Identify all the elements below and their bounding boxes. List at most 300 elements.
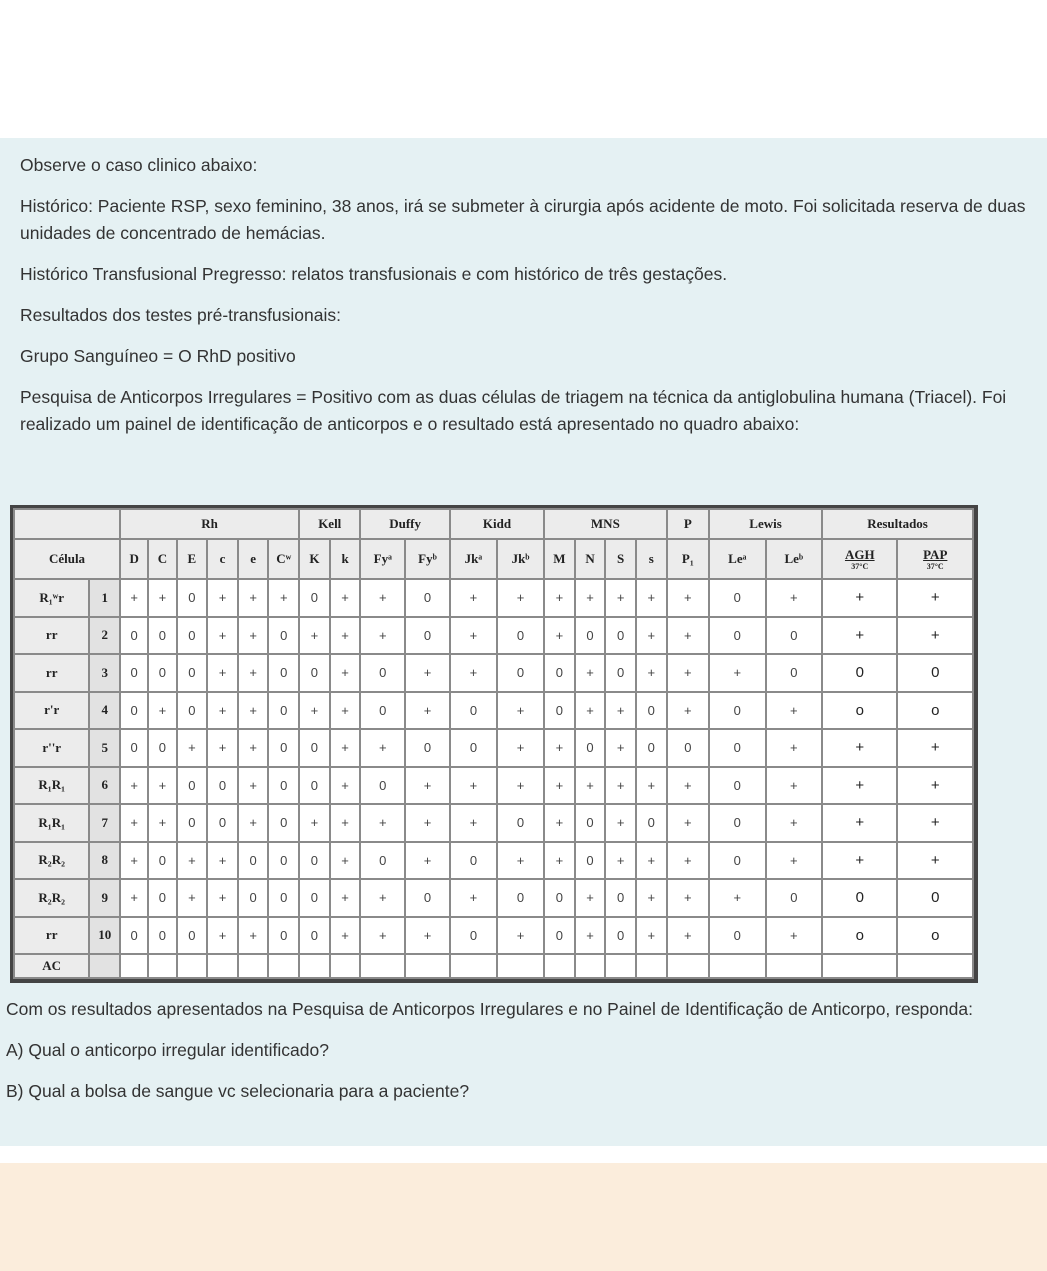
result-header-label: AGH [844,547,875,562]
cell-number: 6 [89,767,120,805]
antigen-value: + [636,654,667,692]
autocontrol-empty-cell [148,954,176,978]
antigen-value: + [120,767,148,805]
antigen-value: + [299,804,330,842]
panel-row [14,842,973,880]
antigen-value: + [575,767,606,805]
antigen-value: 0 [268,842,299,880]
antigen-value: + [766,579,823,617]
cell-phenotype: R₁R₁ [14,767,89,805]
antigen-value: 0 [450,917,497,955]
autocontrol-empty-cell [497,954,544,978]
antigen-value: 0 [766,617,823,655]
antigen-value: 0 [148,729,176,767]
antigen-value: + [605,842,636,880]
antigen-value: 0 [148,842,176,880]
pap-result: 0 [897,879,973,917]
group-p: P [667,509,709,539]
antigen-value: + [405,692,450,730]
antigen-value: 0 [497,879,544,917]
cell-number: 1 [89,579,120,617]
antigen-value: 0 [405,729,450,767]
antigen-value: 0 [268,767,299,805]
antigen-value: 0 [360,767,405,805]
antigen-value: 0 [575,617,606,655]
case-intro-line: Observe o caso clinico abaixo: [20,155,258,175]
antigen-value: 0 [709,692,766,730]
antigen-value: 0 [148,917,176,955]
antigen-value: + [207,917,238,955]
pap-result: + [897,804,973,842]
group-header-row [14,509,973,539]
antigen-value: + [575,917,606,955]
antigen-value: + [544,579,575,617]
antigen-value: 0 [497,804,544,842]
antigen-value: 0 [497,617,544,655]
result-header-label: PAP [923,547,948,562]
antigen-value: 0 [575,842,606,880]
antigen-value: 0 [636,729,667,767]
antigen-value: + [405,842,450,880]
antigen-value: 0 [148,617,176,655]
autocontrol-empty-cell [822,954,897,978]
antigen-value: + [238,767,269,805]
antigen-value: 0 [360,842,405,880]
antigen-value: + [268,579,299,617]
antigen-value: + [238,692,269,730]
antigen-value: + [636,917,667,955]
autocontrol-empty-cell [575,954,606,978]
cell-number: 4 [89,692,120,730]
antigen-value: + [636,842,667,880]
autocontrol-empty-cell [544,954,575,978]
antigen-value: 0 [268,804,299,842]
antigen-value: 0 [299,767,330,805]
antigen-value: 0 [207,767,238,805]
cell-number: 2 [89,617,120,655]
group-kidd: Kidd [450,509,544,539]
antigen-header: K [299,539,330,579]
antigen-value: + [360,617,405,655]
antigen-value: + [207,654,238,692]
panel-row [14,654,973,692]
cell-number: 9 [89,879,120,917]
antigen-value: + [450,654,497,692]
antigen-value: 0 [207,804,238,842]
result-header [897,539,973,579]
antigen-value: + [330,692,361,730]
antigen-value: 0 [360,654,405,692]
cell-number: 8 [89,842,120,880]
antigen-value: 0 [605,654,636,692]
antigen-value: 0 [177,579,208,617]
antigen-value: 0 [299,729,330,767]
antigen-value: 0 [148,654,176,692]
antigen-value: + [766,804,823,842]
antibody-panel-table [13,508,974,979]
antigen-value: 0 [544,692,575,730]
agh-result: + [822,729,897,767]
antigen-value: + [330,842,361,880]
antigen-value: + [330,617,361,655]
cell-phenotype: r''r [14,729,89,767]
cell-number: 3 [89,654,120,692]
question-b: B) Qual a bolsa de sangue vc selecionaria para a paciente? [6,1081,470,1101]
antigen-value: + [238,729,269,767]
cell-phenotype: rr [14,617,89,655]
autocontrol-empty-cell [238,954,269,978]
group-rh: Rh [120,509,299,539]
antigen-value: 0 [709,579,766,617]
antigen-value: + [497,692,544,730]
autocontrol-empty-cell [360,954,405,978]
antigen-value: + [120,804,148,842]
antigen-value: + [148,767,176,805]
agh-result: o [822,917,897,955]
autocontrol-empty-cell [120,954,148,978]
autocontrol-empty-cell [897,954,973,978]
antigen-value: 0 [177,654,208,692]
antigen-value: + [120,579,148,617]
antigen-value: + [497,767,544,805]
antigen-value: + [766,692,823,730]
antigen-value: 0 [709,917,766,955]
antigen-value: + [177,879,208,917]
antigen-value: + [636,767,667,805]
antigen-value: 0 [544,879,575,917]
tests-heading: Resultados dos testes pré-transfusionais: [20,305,341,325]
antigen-value: + [605,579,636,617]
cell-phenotype: rr [14,917,89,955]
antigen-value: 0 [636,692,667,730]
antigen-value: 0 [766,654,823,692]
agh-result: + [822,617,897,655]
cell-number: 7 [89,804,120,842]
antigen-value: 0 [636,804,667,842]
antigen-value: 0 [605,617,636,655]
antigen-value: + [667,767,709,805]
panel-row [14,767,973,805]
antigen-header: Leᵃ [709,539,766,579]
questions [6,996,1036,1119]
antigen-header: e [238,539,269,579]
antigen-value: + [605,767,636,805]
antigen-value: + [605,729,636,767]
antigen-value: + [575,654,606,692]
antigen-value: 0 [177,804,208,842]
antigen-value: 0 [405,579,450,617]
antigen-value: + [709,879,766,917]
pap-result: + [897,729,973,767]
antigen-value: 0 [667,729,709,767]
antigen-value: + [238,617,269,655]
antigen-value: 0 [709,767,766,805]
antigen-value: + [497,729,544,767]
antigen-value: + [450,879,497,917]
antigen-value: + [544,767,575,805]
autocontrol-empty-cell [89,954,120,978]
antigen-header: Leᵇ [766,539,823,579]
panel-row [14,917,973,955]
antigen-value: + [575,879,606,917]
antigen-value: 0 [709,617,766,655]
antigen-value: + [544,804,575,842]
antigen-value: + [766,729,823,767]
antigen-header: E [177,539,208,579]
antigen-value: 0 [575,729,606,767]
autocontrol-empty-cell [667,954,709,978]
antigen-value: 0 [299,917,330,955]
antigen-value: + [238,804,269,842]
antigen-value: + [299,617,330,655]
antigen-value: + [360,579,405,617]
cell-phenotype: rr [14,654,89,692]
agh-result: 0 [822,654,897,692]
cell-header: Célula [14,539,120,579]
antigen-value: 0 [268,617,299,655]
antigen-value: 0 [120,729,148,767]
group-mns: MNS [544,509,667,539]
antigen-value: + [405,654,450,692]
antigen-value: + [177,842,208,880]
antigen-value: + [330,767,361,805]
pap-result: + [897,617,973,655]
antigen-header: C [148,539,176,579]
antigen-value: + [120,842,148,880]
antigen-value: 0 [405,617,450,655]
antigen-header: s [636,539,667,579]
antigen-value: 0 [120,654,148,692]
antigen-value: + [497,842,544,880]
antigen-header: Jkᵃ [450,539,497,579]
antigen-value: + [544,617,575,655]
pap-result: + [897,767,973,805]
antigen-value: 0 [238,842,269,880]
group-blank [14,509,120,539]
antigen-value: 0 [148,879,176,917]
panel-row [14,879,973,917]
antigen-value: 0 [450,729,497,767]
antigen-value: + [667,879,709,917]
antigen-value: + [450,617,497,655]
antigen-value: + [766,917,823,955]
antigen-value: 0 [709,804,766,842]
agh-result: + [822,842,897,880]
antigen-value: + [330,654,361,692]
antigen-value: + [544,842,575,880]
group-results: Resultados [822,509,973,539]
antigen-value: + [120,879,148,917]
antigen-value: + [177,729,208,767]
question-a: A) Qual o anticorpo irregular identificado? [6,1040,329,1060]
antigen-value: 0 [405,879,450,917]
antigen-value: + [405,767,450,805]
agh-result: + [822,767,897,805]
antigen-value: + [207,579,238,617]
antigen-value: 0 [268,917,299,955]
antigen-header: N [575,539,606,579]
autocontrol-empty-cell [450,954,497,978]
autocontrol-empty-cell [330,954,361,978]
antigen-header: D [120,539,148,579]
antigen-value: + [330,804,361,842]
antigen-value: 0 [709,842,766,880]
antigen-value: 0 [544,654,575,692]
antigen-value: + [450,767,497,805]
antigen-value: + [207,842,238,880]
cell-number: 5 [89,729,120,767]
antigen-value: 0 [268,692,299,730]
result-header-temp: 37°C [851,562,869,571]
antigen-value: 0 [299,654,330,692]
antigen-value: 0 [299,879,330,917]
antigen-value: + [497,579,544,617]
autocontrol-empty-cell [636,954,667,978]
antibody-panel-image [10,505,978,983]
antigen-header: P₁ [667,539,709,579]
antigen-value: + [575,692,606,730]
antigen-value: 0 [120,692,148,730]
antigen-value: + [450,804,497,842]
antigen-value: + [667,579,709,617]
antigen-value: 0 [450,692,497,730]
antigen-value: 0 [268,729,299,767]
group-duffy: Duffy [360,509,450,539]
antigen-value: 0 [497,654,544,692]
antigen-header: k [330,539,361,579]
antigen-value: + [360,804,405,842]
case-description [20,152,1030,438]
antigen-value: 0 [299,579,330,617]
antigen-value: + [667,804,709,842]
antigen-value: + [238,579,269,617]
autocontrol-empty-cell [207,954,238,978]
panel-row [14,729,973,767]
antigen-value: 0 [177,767,208,805]
antigen-value: + [238,654,269,692]
antigen-header: S [605,539,636,579]
antigen-header: Fyᵃ [360,539,405,579]
cell-phenotype: R₂R₂ [14,879,89,917]
antigen-value: + [360,917,405,955]
antigen-value: + [330,917,361,955]
pap-result: o [897,917,973,955]
autocontrol-empty-cell [177,954,208,978]
agh-result: + [822,804,897,842]
antigen-value: + [667,617,709,655]
pap-result: 0 [897,654,973,692]
case-history: Histórico: Paciente RSP, sexo feminino, 38 anos, irá se submeter à cirurgia após acidente de moto. Foi solicitada reserva de duas unidades de concentrado de hemácias. [20,196,1026,243]
cell-phenotype: R₁R₁ [14,804,89,842]
autocontrol-empty-cell [299,954,330,978]
autocontrol-empty-cell [766,954,823,978]
antigen-value: 0 [238,879,269,917]
panel-row [14,692,973,730]
cell-phenotype: R₁ʷr [14,579,89,617]
antigen-value: 0 [605,879,636,917]
autocontrol-row [14,954,973,978]
agh-result: 0 [822,879,897,917]
transfusion-history: Histórico Transfusional Pregresso: relatos transfusionais e com histórico de três gestações. [20,264,728,284]
panel-row [14,579,973,617]
antigen-value: + [299,692,330,730]
antigen-header: Jkᵇ [497,539,544,579]
antigen-value: 0 [450,842,497,880]
antigen-value: + [330,879,361,917]
autocontrol-empty-cell [605,954,636,978]
antigen-value: + [148,692,176,730]
antigen-value: 0 [605,917,636,955]
antigen-value: 0 [575,804,606,842]
antigen-value: + [544,729,575,767]
antigen-value: 0 [709,729,766,767]
antigen-value: + [207,617,238,655]
cell-number: 10 [89,917,120,955]
cell-phenotype: r'r [14,692,89,730]
antigen-value: + [766,767,823,805]
top-blank-area [0,0,1047,138]
antigen-value: 0 [120,917,148,955]
antigen-value: + [605,692,636,730]
antigen-header: c [207,539,238,579]
panel-body [14,579,973,978]
autocontrol-empty-cell [405,954,450,978]
antigen-value: + [238,917,269,955]
antigen-value: + [360,729,405,767]
antigen-value: + [636,617,667,655]
antigen-value: 0 [268,879,299,917]
result-header-temp: 37°C [926,562,944,571]
pap-result: + [897,842,973,880]
answer-area [0,1163,1047,1271]
agh-result: + [822,579,897,617]
antigen-value: + [330,729,361,767]
antigen-header-row [14,539,973,579]
pap-result: o [897,692,973,730]
antigen-value: + [207,692,238,730]
antigen-value: + [207,729,238,767]
pap-result: + [897,579,973,617]
antigen-value: + [405,804,450,842]
cell-phenotype: R₂R₂ [14,842,89,880]
antigen-value: + [450,579,497,617]
result-header [822,539,897,579]
antigen-value: 0 [177,692,208,730]
antigen-value: 0 [544,917,575,955]
antigen-value: + [360,879,405,917]
antigen-value: 0 [299,842,330,880]
antigen-value: + [766,842,823,880]
antigen-value: + [667,692,709,730]
antigen-value: 0 [120,617,148,655]
antigen-value: + [605,804,636,842]
antigen-value: 0 [360,692,405,730]
panel-row [14,804,973,842]
antigen-value: + [148,804,176,842]
antigen-value: + [148,579,176,617]
antigen-value: + [207,879,238,917]
autocontrol-empty-cell [268,954,299,978]
antigen-value: + [636,579,667,617]
autocontrol-label: AC [14,954,89,978]
antigen-value: 0 [177,617,208,655]
antigen-value: + [667,917,709,955]
antigen-value: 0 [177,917,208,955]
antigen-header: M [544,539,575,579]
antigen-value: + [636,879,667,917]
agh-result: o [822,692,897,730]
antigen-value: + [709,654,766,692]
